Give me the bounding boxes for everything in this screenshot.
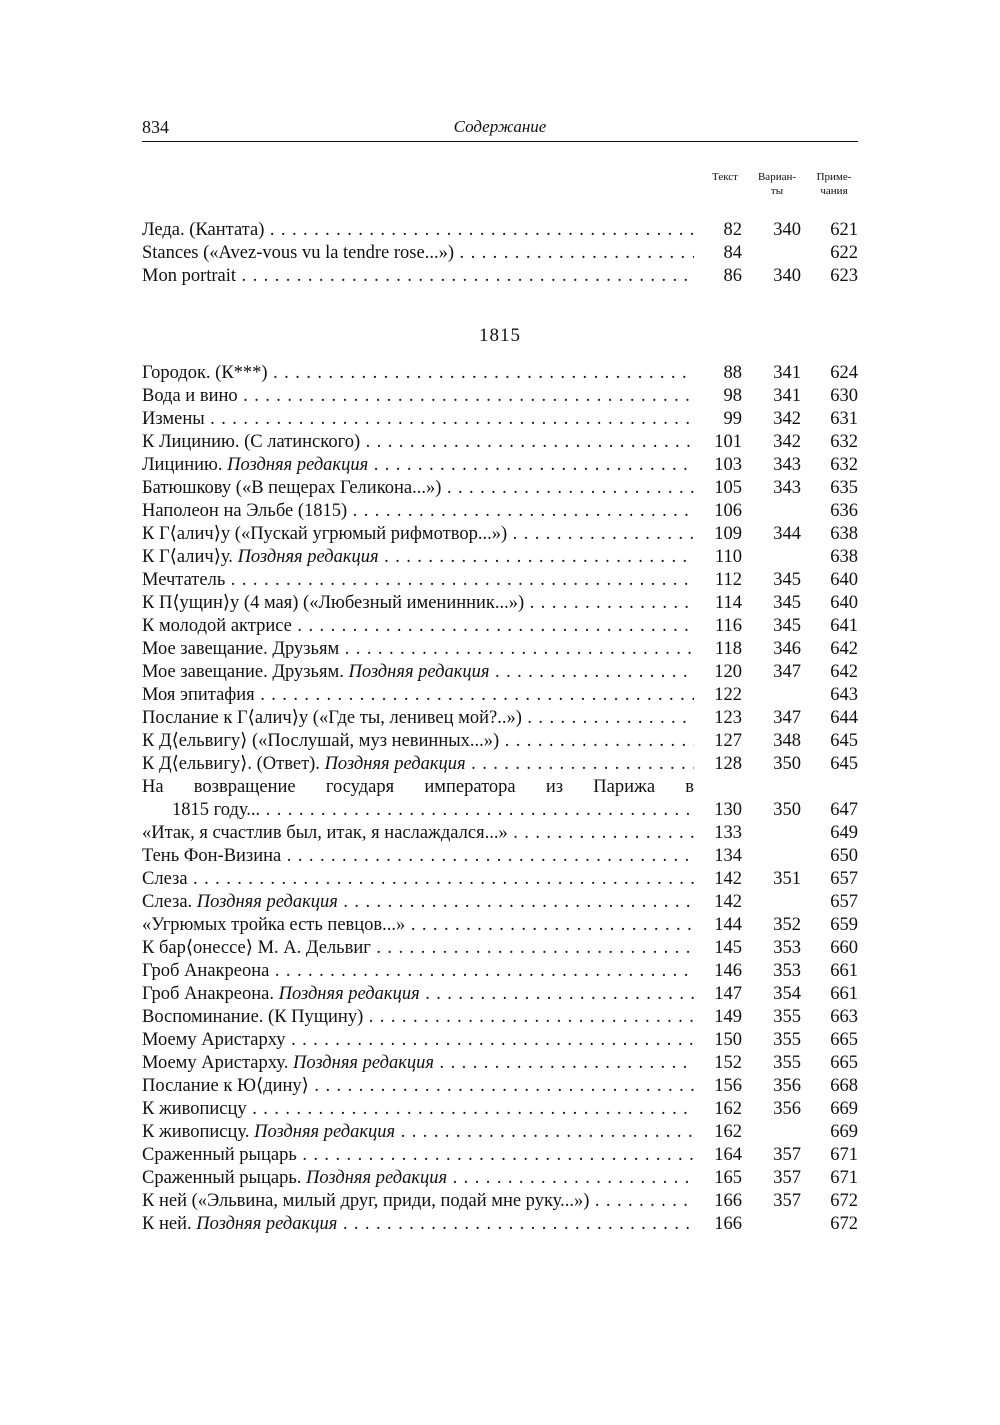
page-notes: 665 [830,1030,858,1050]
page-notes: 657 [830,892,858,912]
running-head [142,115,858,142]
entry-title-text: Слеза [142,869,188,889]
toc-entry [142,960,860,983]
page-notes: 649 [830,823,858,843]
entry-title-text: Гроб Анакреона. [142,984,279,1004]
toc-entry [142,431,860,454]
column-header-notes: Приме- чания [816,171,852,197]
page-text: 150 [714,1030,742,1050]
entry-title-text: Сраженный рыцарь [142,1145,297,1165]
toc-entry [142,983,860,1006]
page-text: 106 [714,501,742,521]
entry-edition-note: Поздняя редакция [254,1122,396,1142]
page-text: 114 [714,593,742,613]
toc-entry [142,219,860,242]
page-text: 112 [714,570,742,590]
page-notes: 672 [830,1191,858,1211]
page-notes: 621 [830,220,858,240]
entry-title-text: К ней («Эльвина, милый друг, приди, подай мне руку...») [142,1191,590,1211]
entry-edition-note: Поздняя редакция [278,984,420,1004]
page-variants: 355 [773,1030,801,1050]
page-notes: 624 [830,363,858,383]
page-notes: 638 [830,524,858,544]
entry-title-text: Моему Аристарху. [142,1053,293,1073]
page-text: 98 [723,386,742,406]
entry-title-text: Послание к Ю⟨дину⟩ [142,1076,309,1096]
page-notes: 644 [830,708,858,728]
toc-entry [142,454,860,477]
page-variants: 355 [773,1007,801,1027]
toc-entry [142,500,860,523]
page-variants: 355 [773,1053,801,1073]
page-notes: 647 [830,800,858,820]
entry-title-text: Гроб Анакреона [142,961,270,981]
entry-edition-note: Поздняя редакция [348,662,490,682]
page-notes: 671 [830,1145,858,1165]
toc-entry [142,615,860,638]
entry-title-text: 1815 году... [172,800,261,820]
page-text: 118 [714,639,742,659]
page-variants: 340 [773,220,801,240]
toc-entry [142,661,860,684]
entry-title-text: К молодой актрисе [142,616,292,636]
page-notes: 638 [830,547,858,567]
entry-edition-note: Поздняя редакция [227,455,369,475]
page-text: 86 [723,266,742,286]
toc-entry [142,845,860,868]
page-variants: 347 [773,662,801,682]
page-notes: 632 [830,455,858,475]
page-variants: 357 [773,1168,801,1188]
entry-title-text: Mon portrait [142,266,237,286]
page-text: 144 [714,915,742,935]
entry-title-text: К П⟨ущин⟩у (4 мая) («Любезный именинник...») [142,593,525,613]
page-text: 166 [714,1214,742,1234]
toc-entry [142,1167,860,1190]
toc-entry [142,362,860,385]
entry-edition-note: Поздняя редакция [196,1214,338,1234]
toc-entry [142,707,860,730]
page-text: 99 [723,409,742,429]
page-text: 149 [714,1007,742,1027]
page-notes: 640 [830,570,858,590]
entry-edition-note: Поздняя редакция [292,1053,435,1073]
entry-title-text: Леда. (Кантата) [142,220,265,240]
page-notes: 630 [830,386,858,406]
toc-entry [142,891,860,914]
page-text: 123 [714,708,742,728]
toc-entry [142,868,860,891]
entry-title-text: Измены [142,409,205,429]
toc-entry [142,523,860,546]
page-notes: 643 [830,685,858,705]
column-header-variants: Вариан- ты [757,171,797,197]
page-variants: 345 [773,616,801,636]
page-notes: 645 [830,731,858,751]
page-notes: 640 [830,593,858,613]
toc-entry [142,1052,860,1075]
entry-title-text: Лицинию. [142,455,228,475]
page-variants: 345 [773,570,801,590]
page-notes: 657 [830,869,858,889]
page-variants: 351 [773,869,801,889]
entry-title-text: К ней. [142,1214,197,1234]
entry-title-text: Тень Фон-Визина [142,846,282,866]
toc-entry [142,776,860,822]
page-text: 166 [714,1191,742,1211]
toc-entry [142,265,860,288]
page-text: 146 [714,961,742,981]
entry-title-text: Stances («Avez-vous vu la tendre rose...») [142,243,454,263]
page-notes: 665 [830,1053,858,1073]
toc-entry [142,1075,860,1098]
page-text: 103 [714,455,742,475]
entry-title-text: Мое завещание. Друзьям [142,639,340,659]
entry-title-text: К Лицинию. (С латинского) [142,432,361,452]
page-notes: 641 [830,616,858,636]
page-notes: 669 [830,1099,858,1119]
entry-title-text: Наполеон на Эльбе (1815) [142,501,348,521]
page-notes: 635 [830,478,858,498]
page-variants: 348 [773,731,801,751]
page-variants: 356 [773,1099,801,1119]
page-text: 134 [714,846,742,866]
page-variants: 342 [773,432,801,452]
entry-title-text: Мечтатель [142,570,226,590]
page-notes: 642 [830,662,858,682]
page-text: 162 [714,1122,742,1142]
toc-entry [142,1190,860,1213]
entry-title-text: Вода и вино [142,386,238,406]
entry-title-text: Воспоминание. (К Пущину) [142,1007,364,1027]
toc-section-1815 [142,362,860,1236]
page-variants: 357 [773,1191,801,1211]
page-text: 147 [714,984,742,1004]
year-heading: 1815 [479,325,521,346]
page-text: 152 [714,1053,742,1073]
page-variants: 350 [773,754,801,774]
page-text: 164 [714,1145,742,1165]
entry-title-text: Слеза. [142,892,197,912]
toc-entry [142,477,860,500]
entry-title-text: К живописцу. [142,1122,255,1142]
page-notes: 622 [830,243,858,263]
toc-entry [142,385,860,408]
page-variants: 341 [773,386,801,406]
page-text: 109 [714,524,742,544]
toc-entry [142,684,860,707]
entry-title-text: К бар⟨онессе⟩ М. А. Дельвиг [142,938,371,958]
entry-title: На возвращение государя императора из Парижа в [142,777,694,797]
page-variants: 345 [773,593,801,613]
running-title: Содержание [453,117,547,136]
page-notes: 636 [830,501,858,521]
page-number: 834 [142,117,169,137]
page-text: 105 [714,478,742,498]
page-notes: 663 [830,1007,858,1027]
page-text: 133 [714,823,742,843]
toc-entry [142,1098,860,1121]
page-text: 128 [714,754,742,774]
page-notes: 672 [830,1214,858,1234]
page-notes: 631 [830,409,858,429]
toc-entry [142,592,860,615]
page-variants: 344 [773,524,801,544]
toc-entry [142,1029,860,1052]
page-notes: 661 [830,984,858,1004]
toc-entry [142,1144,860,1167]
page-notes: 642 [830,639,858,659]
page-text: 82 [723,220,742,240]
entry-title-text: К Д⟨ельвигу⟩ («Послушай, муз невинных...») [142,731,500,751]
toc-entry [142,638,860,661]
page-notes: 668 [830,1076,858,1096]
entry-title-text: К живописцу [142,1099,247,1119]
page-variants: 346 [773,639,801,659]
page-variants: 350 [773,800,801,820]
entry-edition-note: Поздняя редакция [237,547,379,567]
toc-entry [142,1121,860,1144]
page-text: 145 [714,938,742,958]
toc-entry [142,1006,860,1029]
page-notes: 660 [830,938,858,958]
column-header-text: Текст [712,171,738,183]
toc-entry [142,822,860,845]
entry-title-text: «Итак, я счастлив был, итак, я наслаждался...» [142,823,508,843]
toc-entry [142,242,860,265]
page-text: 142 [714,892,742,912]
entry-title-text: Моему Аристарху [142,1030,286,1050]
page-variants: 352 [773,915,801,935]
entry-title-text: «Угрюмых тройка есть певцов...» [142,915,406,935]
entry-title-text: К Г⟨алич⟩у («Пускай угрюмый рифмотвор...») [142,524,508,544]
toc-entry [142,569,860,592]
entry-title-text: К Д⟨ельвигу⟩. (Ответ). [142,754,325,774]
page-variants: 353 [773,938,801,958]
entry-title-text: Послание к Г⟨алич⟩у («Где ты, ленивец мой?..») [142,708,522,728]
page-variants: 357 [773,1145,801,1165]
entry-edition-note: Поздняя редакция [324,754,466,774]
page-variants: 343 [773,455,801,475]
toc-entry [142,546,860,569]
entry-title-text: Моя эпитафия [142,685,255,705]
page-text: 122 [714,685,742,705]
page-text: 88 [723,363,742,383]
toc-entry [142,408,860,431]
page-notes: 632 [830,432,858,452]
page-text: 165 [714,1168,742,1188]
page-text: 120 [714,662,742,682]
toc-section-early [142,219,860,288]
page-text: 84 [723,243,742,263]
page-variants: 341 [773,363,801,383]
entry-title-text: Городок. (К***) [142,363,268,383]
toc-entry [142,753,860,776]
page-variants: 340 [773,266,801,286]
entry-title-text: Батюшкову («В пещерах Геликона...») [142,478,442,498]
toc-entry [142,730,860,753]
page-text: 156 [714,1076,742,1096]
page-text: 162 [714,1099,742,1119]
toc-entry [142,1213,860,1236]
page-text: 130 [714,800,742,820]
entry-title-text: К Г⟨алич⟩у. [142,547,238,567]
toc-entry [142,937,860,960]
page-notes: 671 [830,1168,858,1188]
page-notes: 650 [830,846,858,866]
page-notes: 661 [830,961,858,981]
page-notes: 645 [830,754,858,774]
entry-title-text: Мое завещание. Друзьям. [142,662,349,682]
page-text: 110 [714,547,742,567]
page-notes: 659 [830,915,858,935]
page-text: 127 [714,731,742,751]
entry-edition-note: Поздняя редакция [306,1168,448,1188]
page-variants: 354 [773,984,801,1004]
page-variants: 343 [773,478,801,498]
page-text: 101 [714,432,742,452]
page-variants: 356 [773,1076,801,1096]
toc-entry [142,914,860,937]
page-variants: 342 [773,409,801,429]
page-variants: 347 [773,708,801,728]
page-text: 142 [714,869,742,889]
page-text: 116 [714,616,742,636]
page-variants: 353 [773,961,801,981]
page-notes: 669 [830,1122,858,1142]
entry-edition-note: Поздняя редакция [196,892,338,912]
page-notes: 623 [830,266,858,286]
entry-title-text: Сраженный рыцарь. [142,1168,307,1188]
